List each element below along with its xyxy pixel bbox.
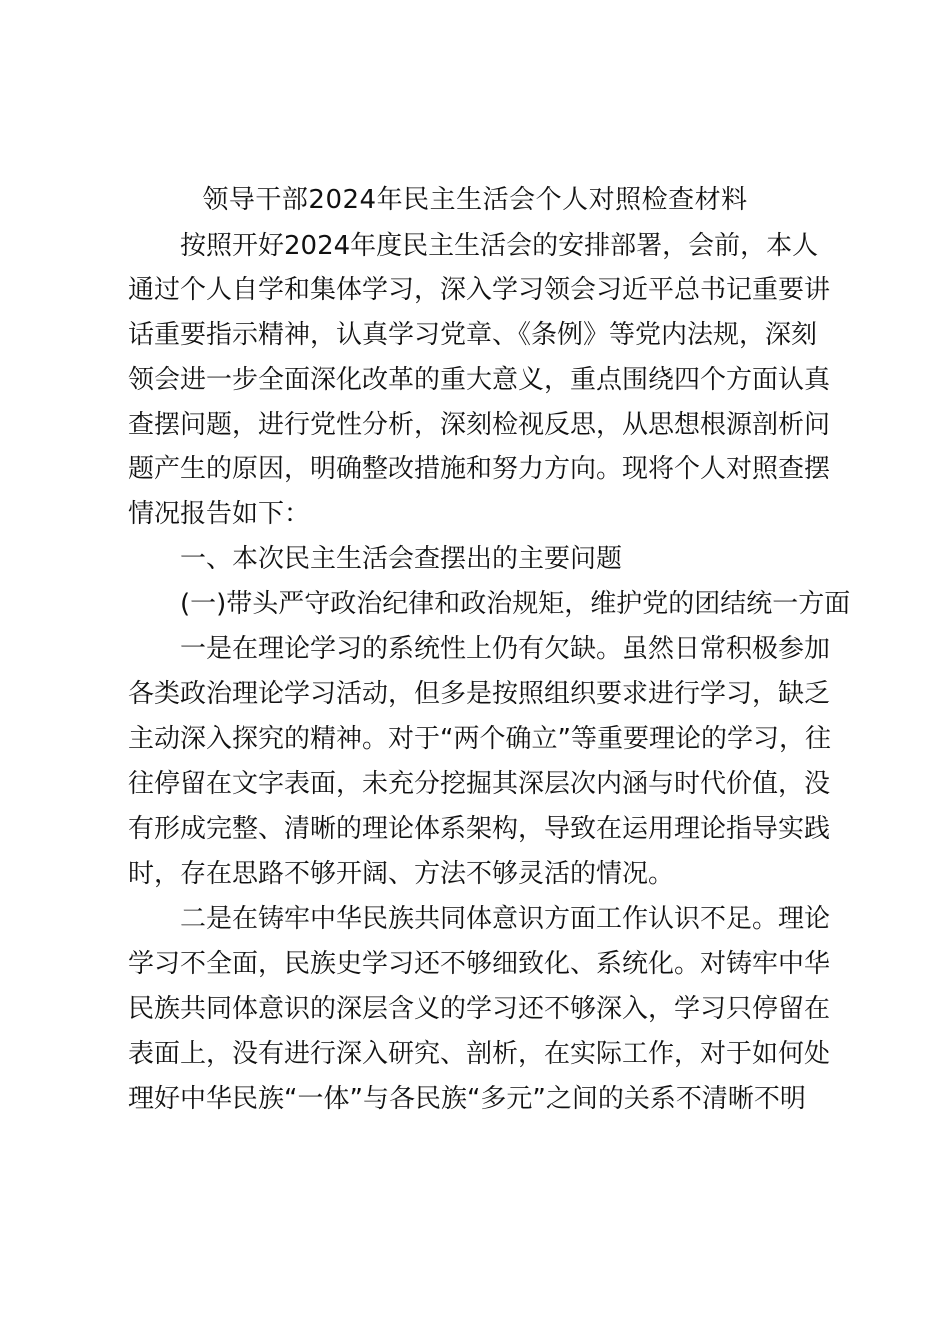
paragraph-line: 表面上，没有进行深入研究、剖析，在实际工作，对于如何处 [128, 1039, 831, 1069]
paragraph-line: 有形成完整、清晰的理论体系架构，导致在运用理论指导实践 [128, 814, 831, 844]
paragraph-line: 情况报告如下： [128, 499, 311, 529]
subsection-heading: (一)带头严守政治纪律和政治规矩，维护党的团结统一方面 [180, 589, 851, 619]
paragraph-line: 查摆问题，进行党性分析，深刻检视反思，从思想根源剖析问 [128, 410, 831, 440]
section-heading: 一、本次民主生活会查摆出的主要问题 [180, 544, 623, 574]
paragraph-line: 时，存在思路不够开阔、方法不够灵活的情况。 [128, 859, 675, 889]
paragraph-line: 主动深入探究的精神。对于“两个确立”等重要理论的学习，往 [128, 724, 831, 754]
paragraph-line: 学习不全面，民族史学习还不够细致化、系统化。对铸牢中华 [128, 949, 831, 979]
paragraph-line: 二是在铸牢中华民族共同体意识方面工作认识不足。理论 [180, 904, 831, 934]
document-title: 领导干部2024年民主生活会个人对照检查材料 [202, 185, 748, 215]
paragraph-line: 民族共同体意识的深层含义的学习还不够深入，学习只停留在 [128, 994, 831, 1024]
paragraph-line: 通过个人自学和集体学习，深入学习领会习近平总书记重要讲 [128, 275, 831, 305]
paragraph-line: 理好中华民族“一体”与各民族“多元”之间的关系不清晰不明 [128, 1084, 806, 1114]
paragraph-line: 往停留在文字表面，未充分挖掘其深层次内涵与时代价值，没 [128, 769, 831, 799]
paragraph-line: 话重要指示精神，认真学习党章、《条例》等党内法规，深刻 [128, 320, 818, 350]
paragraph-line: 领会进一步全面深化改革的重大意义，重点围绕四个方面认真 [128, 365, 831, 395]
paragraph-line: 按照开好2024年度民主生活会的安排部署，会前，本人 [180, 231, 819, 261]
paragraph-line: 题产生的原因，明确整改措施和努力方向。现将个人对照查摆 [128, 454, 831, 484]
paragraph-line: 一是在理论学习的系统性上仍有欠缺。虽然日常积极参加 [180, 634, 831, 664]
paragraph-line: 各类政治理论学习活动，但多是按照组织要求进行学习，缺乏 [128, 679, 831, 709]
